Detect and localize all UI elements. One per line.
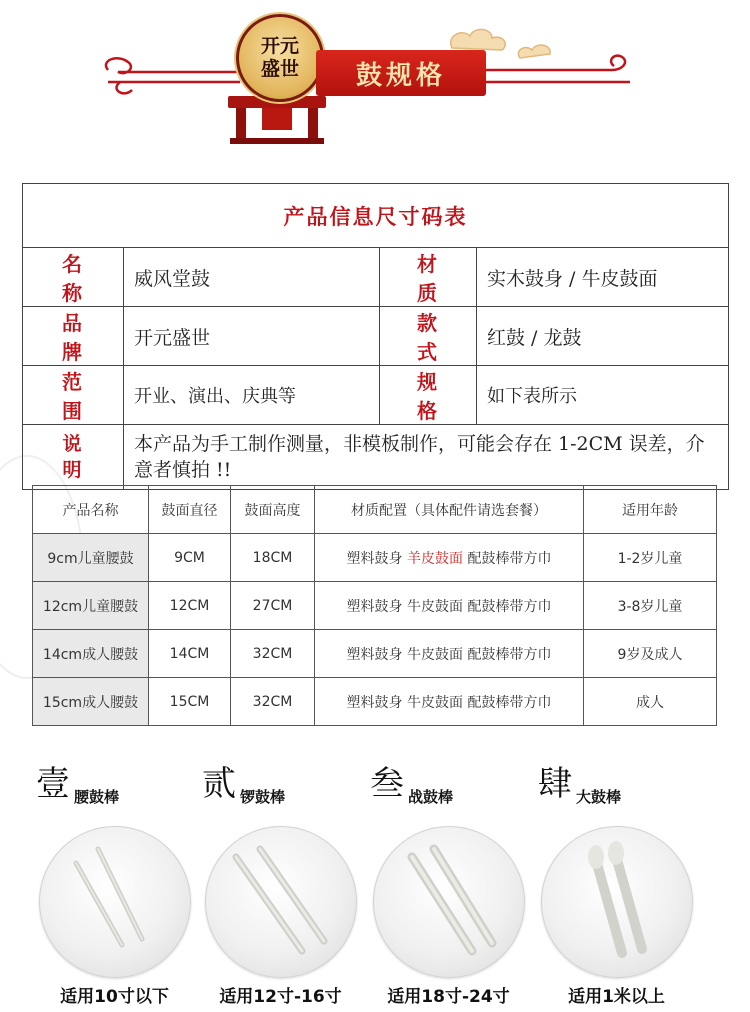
drumstick-card-waist xyxy=(22,756,192,1006)
size-spec-table xyxy=(32,485,717,726)
cell-product-name: 12cm儿童腰鼓 xyxy=(33,582,149,630)
section-title: 鼓规格 xyxy=(316,50,486,96)
brand-logo-line1: 开元 xyxy=(260,35,299,57)
drumstick-card-large xyxy=(524,756,694,1006)
info-label-brand: 品 牌 xyxy=(23,307,124,366)
info-value-name: 威风堂鼓 xyxy=(124,248,380,307)
drumstick-name: 腰鼓棒 xyxy=(74,788,120,806)
info-label-material: 材 质 xyxy=(380,248,477,307)
drumstick-card-battle xyxy=(356,756,526,1006)
drumstick-usage: 适用18寸-24寸 xyxy=(387,987,510,1007)
info-value-note: 本产品为手工制作测量，非模板制作，可能会存在 1-2CM 误差，介意者慎拍 !! xyxy=(124,425,729,490)
material-body: 塑料鼓身 xyxy=(346,598,403,615)
material-body: 塑料鼓身 xyxy=(346,646,403,663)
cell-height: 18CM xyxy=(231,534,315,582)
cell-material xyxy=(315,678,584,726)
cell-diameter: 14CM xyxy=(149,630,231,678)
info-value-scope: 开业、演出、庆典等 xyxy=(124,366,380,425)
drumstick-name: 大鼓棒 xyxy=(576,788,622,806)
material-head: 牛皮鼓面 xyxy=(407,646,463,663)
numeral-char: 贰 xyxy=(202,764,236,804)
material-head: 羊皮鼓面 xyxy=(407,550,463,567)
table-row xyxy=(33,534,717,582)
drumstick-image xyxy=(541,826,693,978)
cell-product-name: 9cm儿童腰鼓 xyxy=(33,534,149,582)
material-extra: 配鼓棒带方巾 xyxy=(467,550,552,567)
info-value-style: 红鼓 / 龙鼓 xyxy=(477,307,729,366)
info-row xyxy=(23,248,729,307)
cell-height: 27CM xyxy=(231,582,315,630)
cell-age: 成人 xyxy=(584,678,717,726)
info-label-spec: 规 格 xyxy=(380,366,477,425)
cell-material xyxy=(315,630,584,678)
info-value-brand: 开元盛世 xyxy=(124,307,380,366)
numeral-char: 肆 xyxy=(538,764,572,804)
drumstick-name: 锣鼓棒 xyxy=(240,788,286,806)
header-product-name: 产品名称 xyxy=(33,486,149,534)
drumstick-image xyxy=(39,826,191,978)
header-diameter: 鼓面直径 xyxy=(149,486,231,534)
info-label-style: 款 式 xyxy=(380,307,477,366)
drumstick-image xyxy=(205,826,357,978)
table-row xyxy=(33,582,717,630)
cell-diameter: 9CM xyxy=(149,534,231,582)
drumstick-icon xyxy=(542,827,692,977)
table-row xyxy=(33,678,717,726)
header-banner xyxy=(0,0,750,160)
brand-logo-badge xyxy=(236,14,324,102)
material-extra: 配鼓棒带方巾 xyxy=(467,598,552,615)
drumstick-icon xyxy=(40,827,190,977)
drumstick-usage: 适用10寸以下 xyxy=(60,987,169,1007)
drumstick-image xyxy=(373,826,525,978)
material-head: 牛皮鼓面 xyxy=(407,694,463,711)
drumstick-usage: 适用12寸-16寸 xyxy=(219,987,342,1007)
cell-product-name: 15cm成人腰鼓 xyxy=(33,678,149,726)
brand-logo-line2: 盛世 xyxy=(260,58,299,80)
cell-height: 32CM xyxy=(231,630,315,678)
info-label-name: 名 称 xyxy=(23,248,124,307)
drumstick-icon xyxy=(374,827,524,977)
header-height: 鼓面高度 xyxy=(231,486,315,534)
cell-material xyxy=(315,582,584,630)
cell-diameter: 15CM xyxy=(149,678,231,726)
cell-age: 3-8岁儿童 xyxy=(584,582,717,630)
info-row xyxy=(23,366,729,425)
material-extra: 配鼓棒带方巾 xyxy=(467,646,552,663)
drumstick-card-gong xyxy=(188,756,358,1006)
info-value-spec: 如下表所示 xyxy=(477,366,729,425)
cell-age: 1-2岁儿童 xyxy=(584,534,717,582)
info-label-scope: 范 围 xyxy=(23,366,124,425)
size-table-header-row xyxy=(33,486,717,534)
info-row xyxy=(23,307,729,366)
material-body: 塑料鼓身 xyxy=(346,694,403,711)
cell-diameter: 12CM xyxy=(149,582,231,630)
material-extra: 配鼓棒带方巾 xyxy=(467,694,552,711)
cell-material xyxy=(315,534,584,582)
info-value-material: 实木鼓身 / 牛皮鼓面 xyxy=(477,248,729,307)
cell-product-name: 14cm成人腰鼓 xyxy=(33,630,149,678)
header-material: 材质配置（具体配件请选套餐） xyxy=(315,486,584,534)
table-row xyxy=(33,630,717,678)
info-row xyxy=(23,425,729,490)
material-head: 牛皮鼓面 xyxy=(407,598,463,615)
drumstick-name: 战鼓棒 xyxy=(408,788,454,806)
info-table-caption: 产品信息尺寸码表 xyxy=(23,184,729,248)
drumstick-usage: 适用1米以上 xyxy=(568,987,665,1007)
cell-age: 9岁及成人 xyxy=(584,630,717,678)
numeral-char: 壹 xyxy=(36,764,70,804)
drumstick-icon xyxy=(206,827,356,977)
header-age: 适用年龄 xyxy=(584,486,717,534)
numeral-char: 叁 xyxy=(370,764,404,804)
info-label-note: 说 明 xyxy=(23,425,124,490)
product-info-table xyxy=(22,183,729,490)
cell-height: 32CM xyxy=(231,678,315,726)
material-body: 塑料鼓身 xyxy=(346,550,403,567)
